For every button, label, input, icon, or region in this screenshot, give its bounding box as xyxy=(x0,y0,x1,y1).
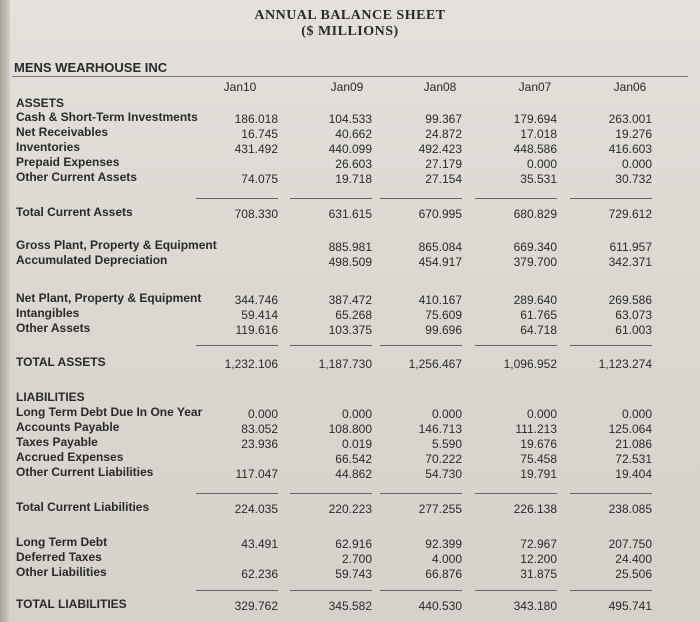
cell-value: 99.367 xyxy=(425,112,462,126)
cell-value: 345.582 xyxy=(328,599,372,613)
cell-value: 62.236 xyxy=(241,567,278,581)
cell-value: 342.371 xyxy=(608,255,652,269)
cell-value: 61.765 xyxy=(520,308,557,322)
row-label: Taxes Payable xyxy=(16,435,98,449)
cell-value: 885.981 xyxy=(328,240,372,254)
cell-value: 0.019 xyxy=(341,437,372,451)
cell-value: 24.400 xyxy=(615,552,652,566)
cell-value: 54.730 xyxy=(425,467,462,481)
subtotal-rule xyxy=(475,345,557,346)
header-rule xyxy=(12,76,688,77)
subtotal-rule xyxy=(475,493,557,494)
cell-value: 186.018 xyxy=(234,112,278,126)
cell-value: 111.213 xyxy=(515,422,557,436)
company-name: MENS WEARHOUSE INC xyxy=(14,60,168,75)
cell-value: 117.047 xyxy=(235,467,278,481)
cell-value: 61.003 xyxy=(615,323,652,337)
row-label: Net Receivables xyxy=(16,125,109,139)
cell-value: 26.603 xyxy=(335,157,372,171)
cell-value: 21.086 xyxy=(615,437,652,451)
row-label: Other Liabilities xyxy=(16,565,107,579)
cell-value: 27.154 xyxy=(425,172,462,186)
cell-value: 27.179 xyxy=(425,157,462,171)
cell-value: 440.099 xyxy=(328,142,372,156)
cell-value: 416.603 xyxy=(608,142,652,156)
subtotal-rule xyxy=(196,345,278,346)
cell-value: 410.167 xyxy=(418,293,462,307)
row-label: Other Current Liabilities xyxy=(16,465,154,479)
cell-value: 611.957 xyxy=(609,240,652,254)
cell-value: 5.590 xyxy=(431,437,462,451)
row-label: Long Term Debt xyxy=(16,535,108,549)
cell-value: 19.404 xyxy=(615,467,652,481)
cell-value: 64.718 xyxy=(520,323,557,337)
row-label: Accounts Payable xyxy=(16,420,120,434)
cell-value: 1,232.106 xyxy=(224,357,278,371)
cell-value: 19.791 xyxy=(520,467,557,481)
subtotal-rule xyxy=(196,590,278,591)
cell-value: 72.531 xyxy=(615,452,652,466)
row-label: Deferred Taxes xyxy=(16,550,102,564)
subtotal-rule xyxy=(290,198,372,199)
cell-value: 0.000 xyxy=(431,407,462,421)
subtotal-rule xyxy=(570,198,652,199)
cell-value: 99.696 xyxy=(425,323,462,337)
cell-value: 62.916 xyxy=(335,537,372,551)
cell-value: 31.875 xyxy=(520,567,557,581)
subtotal-rule xyxy=(196,493,278,494)
cell-value: 495.741 xyxy=(608,599,652,613)
cell-value: 289.640 xyxy=(513,293,557,307)
cell-value: 865.084 xyxy=(418,240,462,254)
cell-value: 66.542 xyxy=(335,452,372,466)
subtotal-rule xyxy=(196,198,278,199)
cell-value: 40.662 xyxy=(335,127,372,141)
cell-value: 343.180 xyxy=(513,599,557,613)
cell-value: 19.276 xyxy=(615,127,652,141)
cell-value: 16.745 xyxy=(241,127,278,141)
cell-value: 631.615 xyxy=(328,207,372,221)
subtotal-rule xyxy=(290,345,372,346)
section-assets: ASSETS xyxy=(16,96,65,110)
row-label: Net Plant, Property & Equipment xyxy=(16,291,202,305)
row-label: Gross Plant, Property & Equipment xyxy=(16,238,217,252)
row-label: Accrued Expenses xyxy=(16,450,124,464)
cell-value: 344.746 xyxy=(234,293,278,307)
cell-value: 108.800 xyxy=(328,422,372,436)
cell-value: 17.018 xyxy=(520,127,557,141)
column-header: Jan08 xyxy=(423,80,457,94)
cell-value: 72.967 xyxy=(520,537,557,551)
row-label: TOTAL ASSETS xyxy=(16,355,106,369)
subtotal-rule xyxy=(290,493,372,494)
cell-value: 220.223 xyxy=(328,502,372,516)
row-label: Intangibles xyxy=(16,306,80,320)
cell-value: 59.414 xyxy=(241,308,278,322)
cell-value: 23.936 xyxy=(241,437,278,451)
cell-value: 1,123.274 xyxy=(598,357,652,371)
cell-value: 1,256.467 xyxy=(408,357,462,371)
cell-value: 0.000 xyxy=(621,157,652,171)
cell-value: 119.616 xyxy=(235,323,278,337)
cell-value: 146.713 xyxy=(418,422,462,436)
cell-value: 74.075 xyxy=(241,172,278,186)
cell-value: 179.694 xyxy=(513,112,557,126)
row-label: Cash & Short-Term Investments xyxy=(16,110,198,124)
cell-value: 44.862 xyxy=(335,467,372,481)
cell-value: 83.052 xyxy=(241,422,278,436)
cell-value: 277.255 xyxy=(418,502,462,516)
row-label: Prepaid Expenses xyxy=(16,155,120,169)
cell-value: 19.676 xyxy=(520,437,557,451)
row-label: Total Current Liabilities xyxy=(16,500,150,514)
cell-value: 263.001 xyxy=(608,112,652,126)
cell-value: 19.718 xyxy=(335,172,372,186)
sheet-title: ANNUAL BALANCE SHEET xyxy=(254,8,446,23)
cell-value: 24.872 xyxy=(425,127,462,141)
cell-value: 454.917 xyxy=(418,255,462,269)
cell-value: 729.612 xyxy=(608,207,652,221)
cell-value: 70.222 xyxy=(425,452,462,466)
cell-value: 65.268 xyxy=(335,308,372,322)
subtotal-rule xyxy=(290,590,372,591)
cell-value: 75.609 xyxy=(425,308,462,322)
row-label: Long Term Debt Due In One Year xyxy=(16,405,203,419)
cell-value: 669.340 xyxy=(513,240,557,254)
section-liabilities: LIABILITIES xyxy=(16,390,85,404)
cell-value: 1,187.730 xyxy=(318,357,372,371)
cell-value: 492.423 xyxy=(418,142,462,156)
cell-value: 125.064 xyxy=(608,422,652,436)
cell-value: 670.995 xyxy=(418,207,462,221)
cell-value: 431.492 xyxy=(234,142,278,156)
cell-value: 4.000 xyxy=(431,552,462,566)
cell-value: 75.458 xyxy=(520,452,557,466)
subtotal-rule xyxy=(475,198,557,199)
cell-value: 1,096.952 xyxy=(503,357,557,371)
subtotal-rule xyxy=(570,345,652,346)
row-label: Total Current Assets xyxy=(16,205,133,219)
cell-value: 43.491 xyxy=(241,537,278,551)
cell-value: 12.200 xyxy=(520,552,557,566)
cell-value: 30.732 xyxy=(615,172,652,186)
cell-value: 66.876 xyxy=(425,567,462,581)
cell-value: 103.375 xyxy=(328,323,372,337)
subtotal-rule xyxy=(475,590,557,591)
cell-value: 0.000 xyxy=(621,407,652,421)
row-label: Inventories xyxy=(16,140,81,154)
cell-value: 387.472 xyxy=(328,293,372,307)
cell-value: 0.000 xyxy=(526,407,557,421)
row-label: Other Current Assets xyxy=(16,170,137,184)
column-header: Jan06 xyxy=(613,80,647,94)
cell-value: 440.530 xyxy=(418,599,462,613)
cell-value: 92.399 xyxy=(425,537,462,551)
row-label: TOTAL LIABILITIES xyxy=(16,597,127,611)
cell-value: 35.531 xyxy=(520,172,557,186)
cell-value: 238.085 xyxy=(608,502,652,516)
cell-value: 448.586 xyxy=(513,142,557,156)
cell-value: 329.762 xyxy=(234,599,278,613)
cell-value: 226.138 xyxy=(513,502,557,516)
cell-value: 224.035 xyxy=(234,502,278,516)
subtotal-rule xyxy=(380,590,462,591)
subtotal-rule xyxy=(380,493,462,494)
subtotal-rule xyxy=(380,345,462,346)
cell-value: 63.073 xyxy=(615,308,652,322)
cell-value: 498.509 xyxy=(328,255,372,269)
cell-value: 0.000 xyxy=(526,157,557,171)
cell-value: 708.330 xyxy=(234,207,278,221)
cell-value: 25.506 xyxy=(615,567,652,581)
column-header: Jan09 xyxy=(330,80,364,94)
subtotal-rule xyxy=(380,198,462,199)
cell-value: 2.700 xyxy=(341,552,372,566)
sheet-subtitle: ($ MILLIONS) xyxy=(301,24,399,39)
subtotal-rule xyxy=(570,493,652,494)
subtotal-rule xyxy=(570,590,652,591)
cell-value: 104.533 xyxy=(328,112,372,126)
row-label: Accumulated Depreciation xyxy=(16,253,168,267)
row-label: Other Assets xyxy=(16,321,91,335)
cell-value: 0.000 xyxy=(247,407,278,421)
cell-value: 379.700 xyxy=(513,255,557,269)
cell-value: 0.000 xyxy=(341,407,372,421)
cell-value: 680.829 xyxy=(513,207,557,221)
cell-value: 59.743 xyxy=(335,567,372,581)
column-header: Jan07 xyxy=(518,80,552,94)
cell-value: 269.586 xyxy=(608,293,652,307)
cell-value: 207.750 xyxy=(608,537,652,551)
column-header: Jan10 xyxy=(223,80,257,94)
